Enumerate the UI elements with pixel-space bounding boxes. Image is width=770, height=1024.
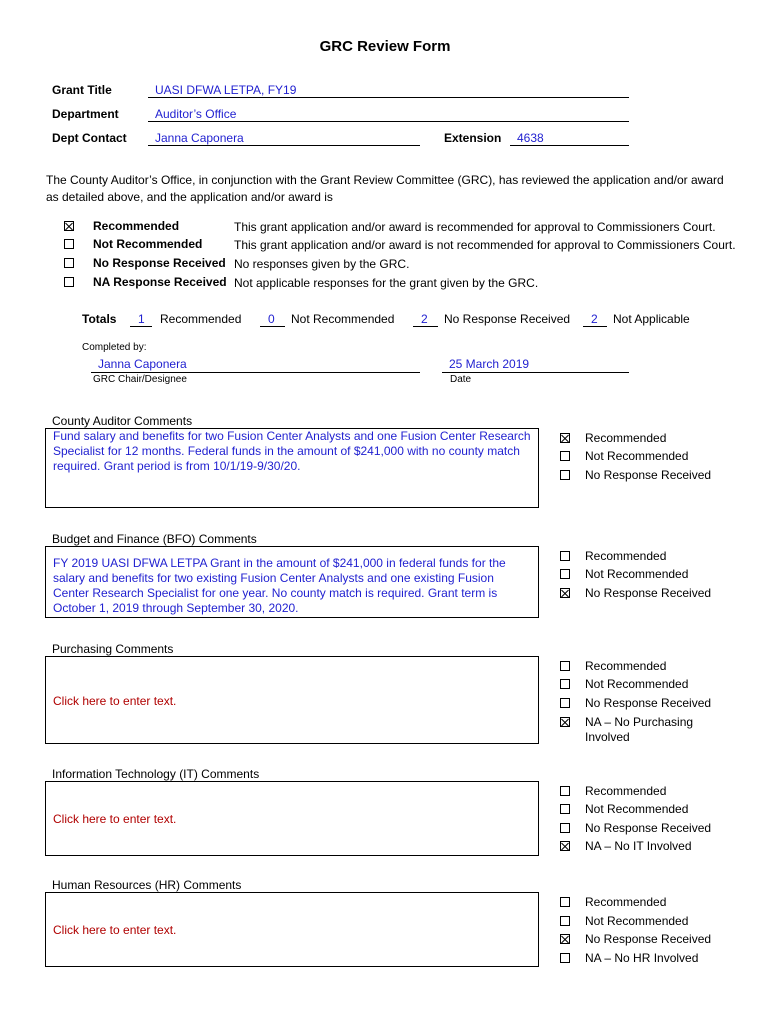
- grant-title-field[interactable]: UASI DFWA LETPA, FY19: [155, 83, 297, 97]
- hr-option-label: No Response Received: [585, 932, 712, 946]
- it-option-label: NA – No IT Involved: [585, 839, 692, 853]
- extension-underline: [510, 145, 629, 146]
- dept-contact-underline: [148, 145, 420, 146]
- purchasing-comments-box[interactable]: [45, 656, 539, 744]
- page-title: GRC Review Form: [319, 38, 451, 55]
- dept-contact-label: Dept Contact: [52, 131, 127, 145]
- status-option-desc: Not applicable responses for the grant given by the GRC.: [234, 276, 539, 290]
- no-response-total-label: No Response Received: [444, 312, 571, 326]
- status-option-desc: No responses given by the GRC.: [234, 257, 410, 271]
- bfo-comments-text: FY 2019 UASI DFWA LETPA Grant in the amount of $241,000 in federal funds for the salary and benefits for two existing Fusion Center Analysts and one existing Fusion Center Research Specialist for one year. No county match is required. Grant term is October 1, 2019 through September 30, 2020.: [53, 556, 506, 615]
- hr-comments-box[interactable]: [45, 892, 539, 967]
- bfo-recommended-checkbox[interactable]: [560, 551, 570, 561]
- hr-option-label: Not Recommended: [585, 914, 689, 928]
- department-field[interactable]: Auditor’s Office: [155, 107, 237, 121]
- hr-option-label: Recommended: [585, 895, 667, 909]
- auditor-comments-title: County Auditor Comments: [52, 414, 193, 428]
- department-label: Department: [52, 107, 119, 121]
- purchasing-no-response-checkbox[interactable]: [560, 698, 570, 708]
- hr-not-recommended-checkbox[interactable]: [560, 916, 570, 926]
- no-response-count[interactable]: 2: [421, 312, 428, 326]
- dept-contact-field[interactable]: Janna Caponera: [155, 131, 244, 145]
- it-option-label: No Response Received: [585, 821, 712, 835]
- it-no-response-checkbox[interactable]: [560, 823, 570, 833]
- auditor-comments-text: Fund salary and benefits for two Fusion Center Analysts and one Fusion Center Research Specialist for 12 months. Federal funds in the amount of $241,000 with no county match required. Grant period is from 10/1/19-9/30/20.: [53, 429, 531, 473]
- not-recommended-total-label: Not Recommended: [291, 312, 395, 326]
- purchasing-comments-title: Purchasing Comments: [52, 642, 174, 656]
- extension-label: Extension: [444, 131, 502, 145]
- extension-field[interactable]: 4638: [517, 131, 544, 145]
- it-option-label: Not Recommended: [585, 802, 689, 816]
- bfo-no-response-checkbox[interactable]: [560, 588, 570, 598]
- bfo-not-recommended-checkbox[interactable]: [560, 569, 570, 579]
- it-not-recommended-checkbox[interactable]: [560, 804, 570, 814]
- it-comments-title: Information Technology (IT) Comments: [52, 767, 260, 781]
- it-option-label: Recommended: [585, 784, 667, 798]
- auditor-recommended-checkbox[interactable]: [560, 433, 570, 443]
- hr-comments-placeholder: Click here to enter text.: [53, 923, 177, 937]
- not-applicable-total-label: Not Applicable: [613, 312, 690, 326]
- auditor-option-label: Not Recommended: [585, 449, 689, 463]
- hr-comments-title: Human Resources (HR) Comments: [52, 878, 242, 892]
- completed-date[interactable]: 25 March 2019: [449, 357, 530, 371]
- recommended-checkbox[interactable]: [64, 221, 74, 231]
- purchasing-comments-placeholder: Click here to enter text.: [53, 694, 177, 708]
- it-recommended-checkbox[interactable]: [560, 786, 570, 796]
- not-recommended-checkbox[interactable]: [64, 239, 74, 249]
- status-option-label: Not Recommended: [93, 237, 203, 251]
- recommended-total-label: Recommended: [160, 312, 242, 326]
- na-response-checkbox[interactable]: [64, 277, 74, 287]
- grant-title-underline: [148, 97, 629, 98]
- purchasing-option-label: Not Recommended: [585, 677, 689, 691]
- bfo-option-label: Recommended: [585, 549, 667, 563]
- hr-option-label: NA – No HR Involved: [585, 951, 699, 965]
- grc-chair-caption: GRC Chair/Designee: [93, 374, 187, 385]
- status-option-label: Recommended: [93, 219, 180, 233]
- status-option-desc: This grant application and/or award is recommended for approval to Commissioners Court.: [234, 220, 716, 234]
- completed-by-label: Completed by:: [82, 342, 147, 353]
- purchasing-na-checkbox[interactable]: [560, 717, 570, 727]
- not-applicable-count[interactable]: 2: [591, 312, 598, 326]
- auditor-option-label: Recommended: [585, 431, 667, 445]
- hr-no-response-checkbox[interactable]: [560, 934, 570, 944]
- status-option-label: NA Response Received: [93, 275, 227, 289]
- auditor-comments-box[interactable]: [45, 428, 539, 508]
- count-underline: [583, 326, 607, 327]
- totals-label: Totals: [82, 312, 117, 326]
- count-underline: [130, 326, 152, 327]
- date-caption: Date: [450, 374, 472, 385]
- auditor-not-recommended-checkbox[interactable]: [560, 451, 570, 461]
- completed-by-underline: [91, 372, 420, 373]
- auditor-no-response-checkbox[interactable]: [560, 470, 570, 480]
- purchasing-option-label-cont: Involved: [585, 730, 630, 744]
- count-underline: [260, 326, 285, 327]
- it-comments-box[interactable]: [45, 781, 539, 856]
- purchasing-option-label: Recommended: [585, 659, 667, 673]
- bfo-option-label: No Response Received: [585, 586, 712, 600]
- it-comments-placeholder: Click here to enter text.: [53, 812, 177, 826]
- count-underline: [413, 326, 438, 327]
- bfo-comments-title: Budget and Finance (BFO) Comments: [52, 532, 257, 546]
- recommended-count[interactable]: 1: [138, 312, 145, 326]
- auditor-option-label: No Response Received: [585, 468, 712, 482]
- purchasing-recommended-checkbox[interactable]: [560, 661, 570, 671]
- department-underline: [148, 121, 629, 122]
- bfo-option-label: Not Recommended: [585, 567, 689, 581]
- status-option-desc: This grant application and/or award is not recommended for approval to Commissioners Court.: [234, 238, 736, 252]
- purchasing-option-label: NA – No Purchasing: [585, 715, 694, 729]
- intro-paragraph: The County Auditor’s Office, in conjunction with the Grant Review Committee (GRC), has reviewed the application and/or award as detailed above, and the application and/or award is: [46, 173, 724, 204]
- it-na-checkbox[interactable]: [560, 841, 570, 851]
- hr-na-checkbox[interactable]: [560, 953, 570, 963]
- date-underline: [442, 372, 629, 373]
- not-recommended-count[interactable]: 0: [268, 312, 275, 326]
- purchasing-not-recommended-checkbox[interactable]: [560, 679, 570, 689]
- grant-title-label: Grant Title: [52, 83, 112, 97]
- no-response-checkbox[interactable]: [64, 258, 74, 268]
- completed-by-name[interactable]: Janna Caponera: [98, 357, 187, 371]
- bfo-comments-box[interactable]: [45, 546, 539, 618]
- purchasing-option-label: No Response Received: [585, 696, 712, 710]
- hr-recommended-checkbox[interactable]: [560, 897, 570, 907]
- status-option-label: No Response Received: [93, 256, 226, 270]
